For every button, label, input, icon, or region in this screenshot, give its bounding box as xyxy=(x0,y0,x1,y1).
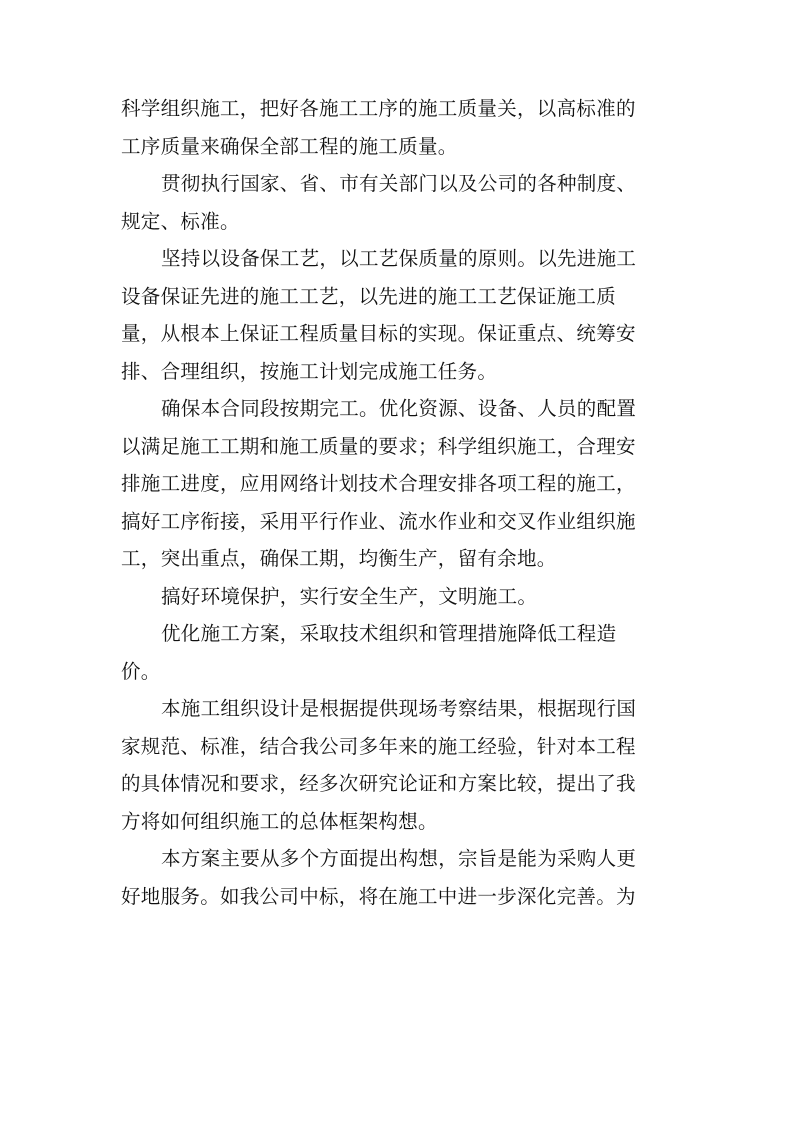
text-line: 工序质量来确保全部工程的施工质量。 xyxy=(121,134,458,158)
text-line: 家规范、标准，结合我公司多年来的施工经验，针对本工程 xyxy=(121,734,636,758)
text-line: 确保本合同段按期完工。优化资源、设备、人员的配置 xyxy=(161,397,637,420)
paragraph xyxy=(121,690,681,840)
text-line: 贯彻执行国家、省、市有关部门以及公司的各种制度、 xyxy=(161,172,637,195)
text-line: 设备保证先进的施工工艺，以先进的施工工艺保证施工质 xyxy=(121,284,617,308)
text-line: 以满足施工工期和施工质量的要求；科学组织施工，合理安 xyxy=(121,434,636,458)
text-line: 排、合理组织，按施工计划完成施工任务。 xyxy=(121,359,498,383)
paragraph xyxy=(121,578,681,616)
text-line: 科学组织施工，把好各施工工序的施工质量关，以高标准的 xyxy=(121,97,636,120)
paragraph xyxy=(121,615,681,690)
text-line: 量，从根本上保证工程质量目标的实现。保证重点、统筹安 xyxy=(121,322,636,345)
text-line: 坚持以设备保工艺，以工艺保质量的原则。以先进施工 xyxy=(161,247,637,270)
paragraph xyxy=(121,240,681,390)
text-line: 方将如何组织施工的总体框架构想。 xyxy=(121,809,438,833)
text-line: 的具体情况和要求，经多次研究论证和方案比较，提出了我 xyxy=(121,772,636,795)
text-line: 工，突出重点，确保工期，均衡生产，留有余地。 xyxy=(121,547,557,570)
text-line: 排施工进度，应用网络计划技术合理安排各项工程的施工， xyxy=(121,472,636,495)
paragraph xyxy=(121,90,681,165)
paragraph xyxy=(121,840,681,915)
text-line: 价。 xyxy=(121,659,161,683)
text-line: 本施工组织设计是根据提供现场考察结果，根据现行国 xyxy=(161,697,637,720)
text-line: 好地服务。如我公司中标，将在施工中进一步深化完善。为 xyxy=(121,884,636,908)
text-line: 规定、标准。 xyxy=(121,209,240,233)
paragraph xyxy=(121,165,681,240)
paragraph xyxy=(121,390,681,578)
text-line: 优化施工方案，采取技术组织和管理措施降低工程造 xyxy=(161,622,617,645)
text-line: 搞好环境保护，实行安全生产，文明施工。 xyxy=(161,584,538,608)
text-line: 搞好工序衔接，采用平行作业、流水作业和交叉作业组织施 xyxy=(121,509,636,533)
text-line: 本方案主要从多个方面提出构想，宗旨是能为采购人更 xyxy=(161,847,637,870)
document-body xyxy=(121,90,681,915)
